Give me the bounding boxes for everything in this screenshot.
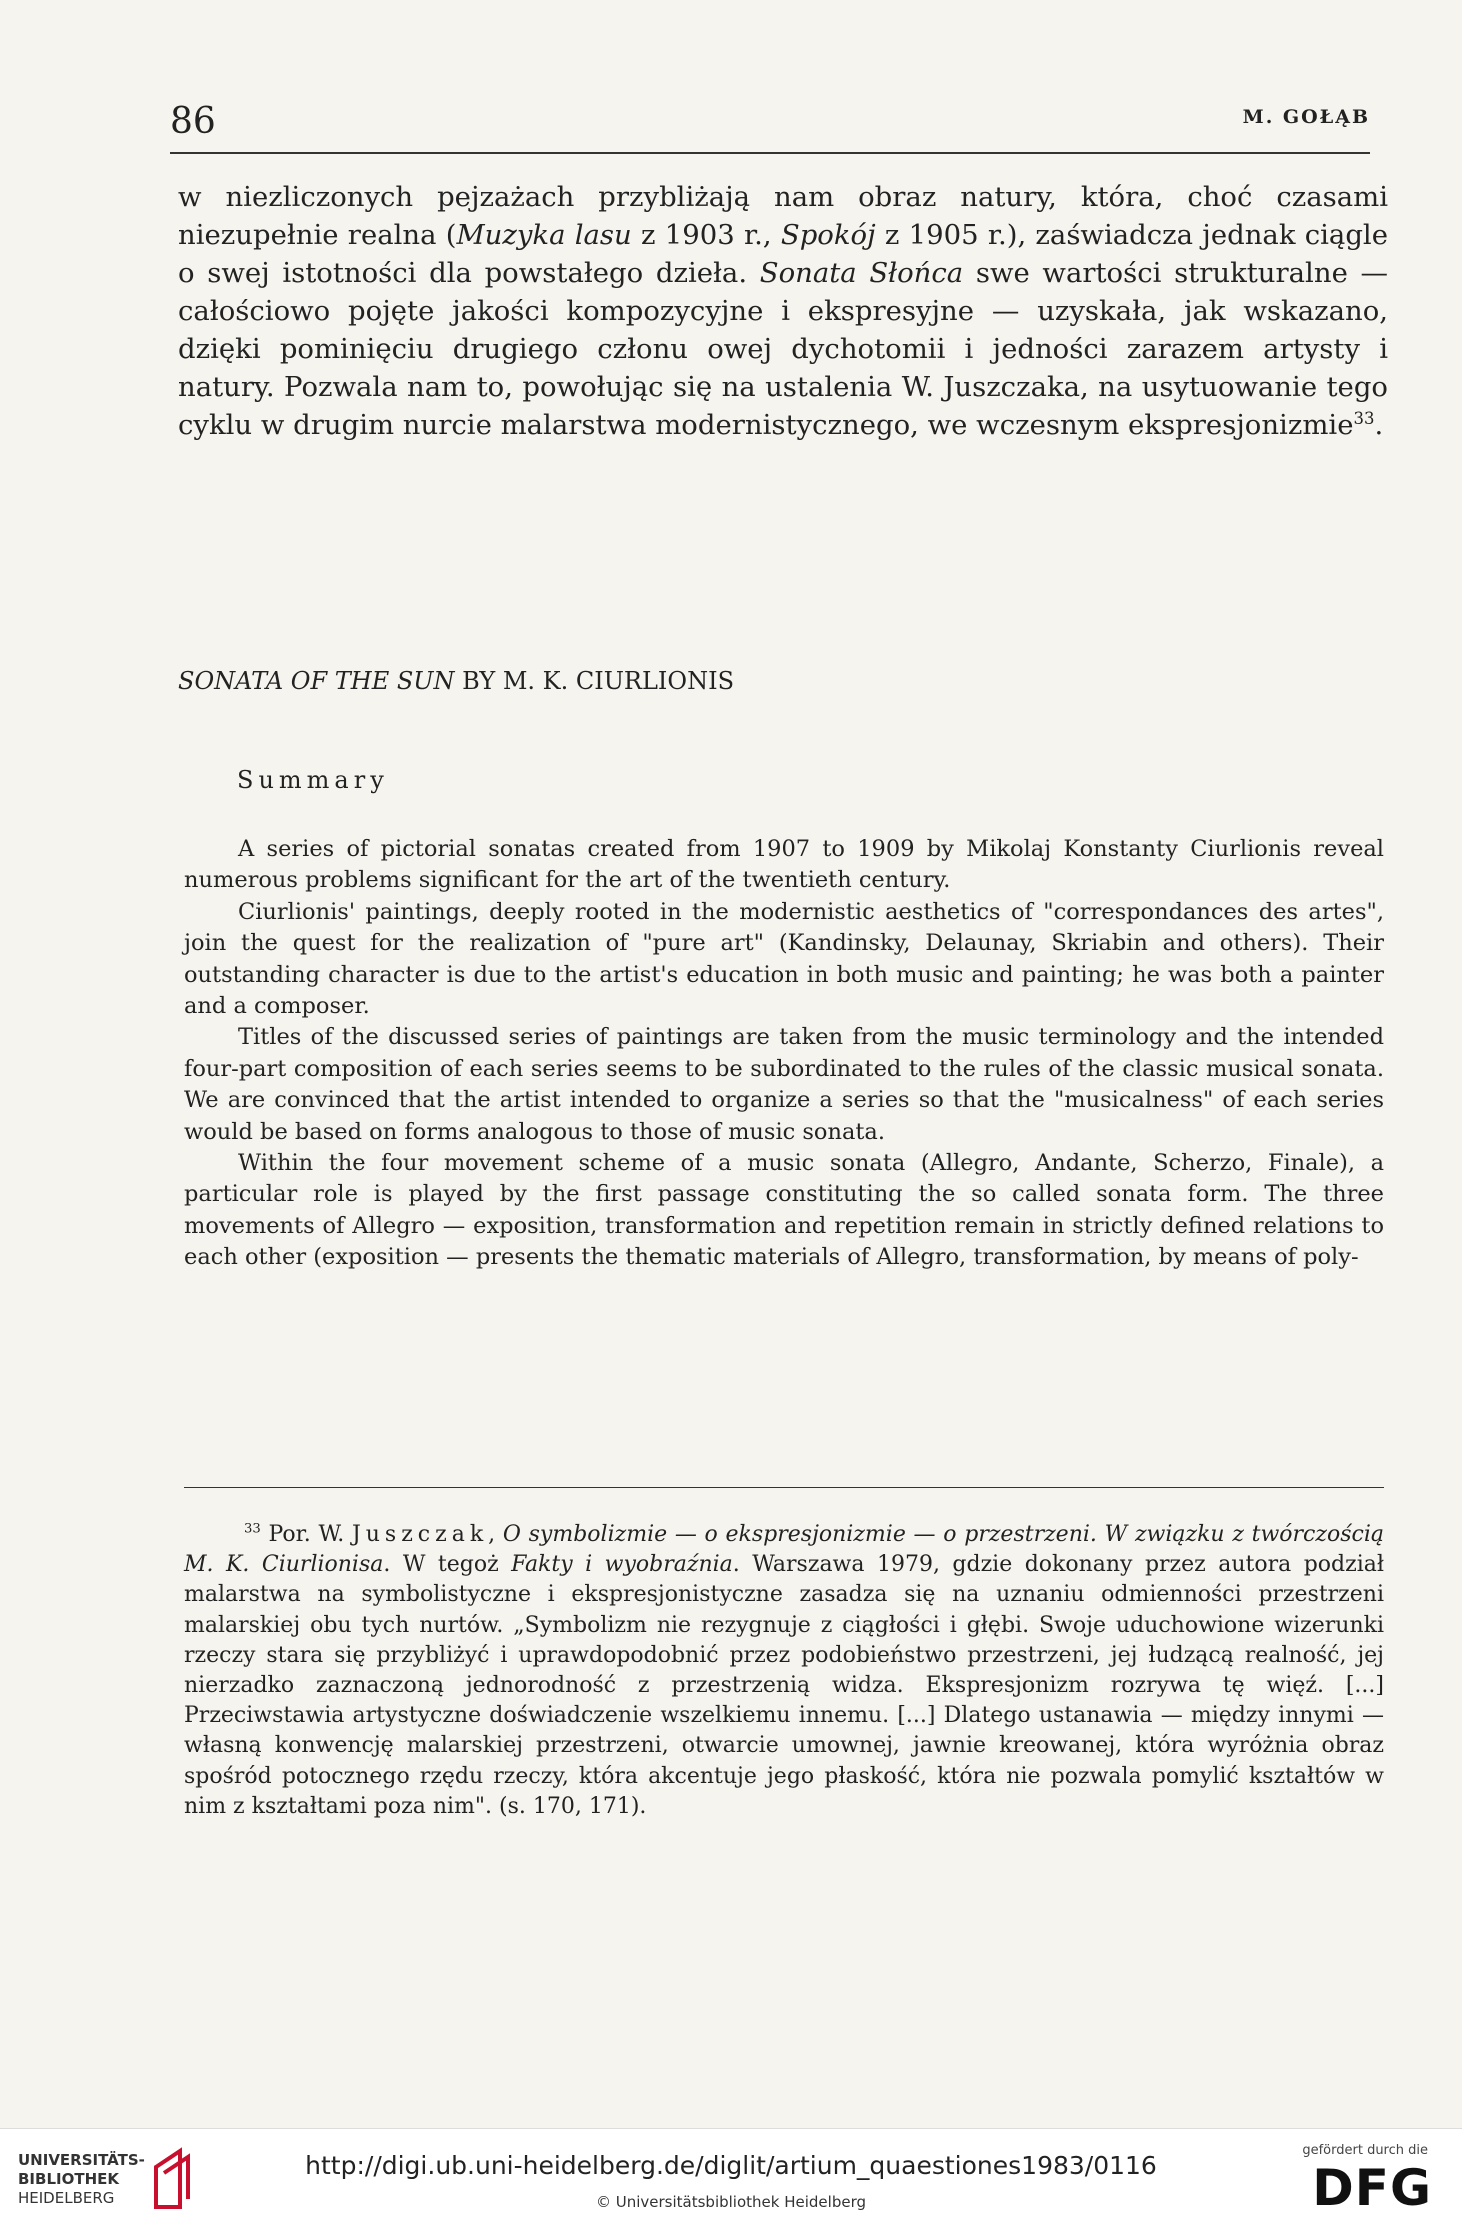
summary-paragraph: Ciurlionis' paintings, deeply rooted in the modernistic aesthetics of "correspondances des artes", join the quest for the realization of "pure art" (Kandinsky, Delaunay, Skriabin and others). Their outstanding character is due to the artist's education in both music and painting; he was both a painter and a composer. [184, 898, 1384, 1020]
page-number: 86 [170, 101, 216, 142]
body-paragraph: w niezliczonych pejzażach przybliżają nam obraz natury, która, choć czasami niezupełnie realna (Muzyka lasu z 1903 r., Spokój z 1905 r.), zaświadcza jednak ciągle o swej istotności dla powstałego dzieła. Sonata Słońca swe wartości strukturalne — całościowo pojęte jakości kompozycyjne i ekspresyjne — uzyskała, jak wskazano, dzięki pominięciu drugiego członu owej dychotomii i jedności zarazem artysty i natury. Pozwala nam to, powołując się na ustalenia W. Juszczaka, na usytuowanie tego cyklu w drugim nurcie malarstwa modernistycznego, we wczesnym ekspresjonizmie$^{33}$. [178, 181, 1388, 441]
page-header [170, 100, 1370, 154]
summary-title: SONATA OF THE SUN BY M. K. CIURLIONIS [178, 667, 735, 695]
dfg-caption: gefördert durch die [1302, 2143, 1428, 2158]
summary-paragraph: A series of pictorial sonatas created from 1907 to 1909 by Mikolaj Konstanty Ciurlionis reveal numerous problems significant for the art of the twentieth century. [184, 836, 1384, 894]
footnote-ref: 33 [1353, 408, 1375, 428]
footnote-divider [184, 1487, 1384, 1488]
body-text [178, 178, 1388, 444]
running-head: M. GOŁĄB [1242, 106, 1370, 128]
summary-label: Summary [237, 766, 389, 794]
footnote [184, 1520, 1384, 1822]
footnote-text: $^{33}$ Por. W. Juszczak, O symbolizmie — o ekspresjonizmie — o przestrzeni. W związku z twórczością M. K. Ciurlionisa. W tegoż Fakty i wyobraźnia. Warszawa 1979, gdzie dokonany przez autora podział malarstwa na symbolistyczne i ekspresjonistyczne zasadza się na uznaniu odmienności przestrzeni malarskiej obu tych nurtów. „Symbolizm nie rezygnuje z ciągłości i głębi. Swoje uduchowione wizerunki rzeczy stara się przybliżyć i uprawdopodobnić przez podobieństwo przestrzeni, jej łudzącą realność, jej nierzadko zaznaczoną jednorodność z przestrzenią widza. Ekspresjonizm rozrywa tę więź. [...] Przeciwstawia artystyczne doświadczenie wszelkiemu innemu. [...] Dlatego ustanawia — między innymi — własną konwencję malarskiej przestrzeni, otwarcie umownej, jawnie kreowanej, która wyróżnia obraz spośród potocznego rzędu rzeczy, która akcentuje jego płaskość, która nie pozwala pomylić kształtów w nim z kształtami poza nim". (s. 170, 171). [184, 1521, 1384, 1819]
university-library-logo[interactable]: UNIVERSITÄTS- BIBLIOTHEK HEIDELBERG [18, 2151, 145, 2207]
footer-bar [0, 2128, 1462, 2229]
summary-body [184, 834, 1384, 1274]
summary-paragraph: Titles of the discussed series of paintings are taken from the music terminology and the intended four-part composition of each series seems to be subordinated to the rules of the classic musical sonata. We are convinced that the artist intended to organize a series so that the "musicalness" of each series would be based on forms analogous to those of music sonata. [184, 1024, 1384, 1145]
dfg-logo[interactable]: DFG [1312, 2159, 1432, 2217]
footnote-number: 33 [244, 1521, 261, 1537]
source-url-link[interactable]: http://digi.ub.uni-heidelberg.de/diglit/artium_quaestiones1983/0116 [305, 2151, 1157, 2180]
copyright-notice: © Universitätsbibliothek Heidelberg [595, 2193, 866, 2211]
summary-paragraph: Within the four movement scheme of a music sonata (Allegro, Andante, Scherzo, Finale), a particular role is played by the first passage constituting the so called sonata form. The three movements of Allegro — exposition, transformation and repetition remain in strictly defined relations to each other (exposition — presents the thematic materials of Allegro, transformation, by means of poly- [184, 1150, 1384, 1271]
